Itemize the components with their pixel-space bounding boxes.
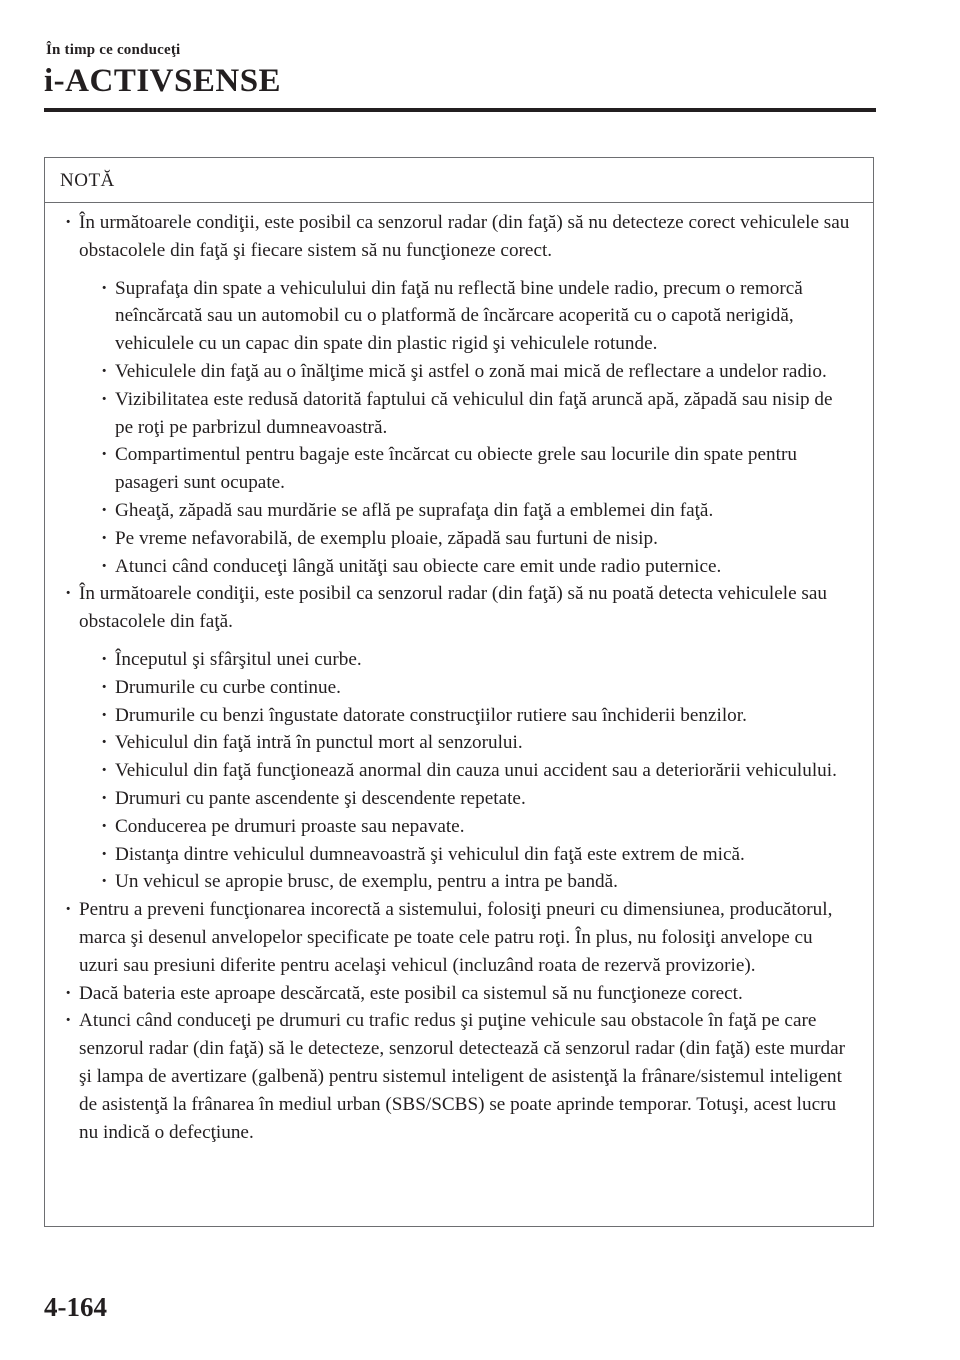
- chapter-title: i-ACTIVSENSE: [44, 63, 282, 99]
- note-item: [65, 896, 855, 979]
- note-subitem: · Suprafaţa din spate a vehiculului din faţă nu reflectă bine undele radio, precum o remorcă neîncărcată sau un automobil cu o platformă de încărcare acoperită cu o capotă nerigidă, vehiculele cu un capac din spate din plastic rigid şi vehiculele rotunde.: [101, 275, 855, 358]
- title-divider: [44, 108, 876, 112]
- note-item-text: Dacă bateria este aproape descărcată, este posibil ca sistemul să nu funcţioneze corect.: [79, 982, 743, 1004]
- note-list: [65, 209, 855, 1146]
- page-number: 4-164: [44, 1292, 107, 1322]
- note-item: [65, 1007, 855, 1146]
- note-item: [65, 580, 855, 896]
- note-heading: NOTĂ: [45, 158, 873, 203]
- note-subitem: · Vehiculul din faţă funcţionează anormal din cauza unui accident sau a deteriorării vehiculului.: [101, 757, 855, 785]
- note-box: [44, 157, 874, 1227]
- note-subitem: · Vizibilitatea este redusă datorită faptului că vehiculul din faţă aruncă apă, zăpadă sau nisip de pe roţi pe parbrizul dumneavoastră.: [101, 386, 855, 442]
- note-subitem: · Pe vreme nefavorabilă, de exemplu ploaie, zăpadă sau furtuni de nisip.: [101, 525, 855, 553]
- note-subitem: · Gheaţă, zăpadă sau murdărie se află pe suprafaţa din faţă a emblemei din faţă.: [101, 497, 855, 525]
- note-item-text: În următoarele condiţii, este posibil ca senzorul radar (din faţă) să nu poată detecta vehiculele sau obstacolele din faţă.: [79, 583, 827, 633]
- note-subitem: · Drumuri cu pante ascendente şi descendente repetate.: [101, 785, 855, 813]
- note-subitem: · Un vehicul se apropie brusc, de exemplu, pentru a intra pe bandă.: [101, 868, 855, 896]
- note-subitem: · Compartimentul pentru bagaje este încărcat cu obiecte grele sau locurile din spate pentru pasageri sunt ocupate.: [101, 441, 855, 497]
- note-subitem: · Atunci când conduceţi lângă unităţi sau obiecte care emit unde radio puternice.: [101, 553, 855, 581]
- note-body: [45, 203, 873, 1146]
- note-subitem: · Drumurile cu curbe continue.: [101, 674, 855, 702]
- note-subitem: · Începutul şi sfârşitul unei curbe.: [101, 646, 855, 674]
- section-label: În timp ce conduceţi: [46, 42, 181, 58]
- note-subitem: · Distanţa dintre vehiculul dumneavoastră şi vehiculul din faţă este extrem de mică.: [101, 841, 855, 869]
- note-item: [65, 980, 855, 1008]
- note-subitem: · Vehiculele din faţă au o înălţime mică şi astfel o zonă mai mică de reflectare a undelor radio.: [101, 358, 855, 386]
- note-sublist: [79, 646, 855, 896]
- note-item-text: Atunci când conduceţi pe drumuri cu trafic redus şi puţine vehicule sau obstacole în faţă pe care senzorul radar (din faţă) să le detecteze, senzorul detectează că senzorul radar (din faţă) este murdar şi lampa de avertizare (galbenă) pentru sistemul inteligent de asistenţă la frânare/sistemul inteligent de asistenţă la frânarea în mediul urban (SBS/SCBS) se poate aprinde temporar. Totuşi, acest lucru nu indică o defecţiune.: [79, 1010, 845, 1143]
- note-subitem: · Drumurile cu benzi îngustate datorate construcţiilor rutiere sau închiderii benzilor.: [101, 702, 855, 730]
- note-sublist: [79, 275, 855, 581]
- note-item-text: Pentru a preveni funcţionarea incorectă a sistemului, folosiţi pneuri cu dimensiunea, producătorul, marca şi desenul anvelopelor specificate pe toate cele patru roţi. În plus, nu folosiţi anvelope cu uzuri sau presiuni diferite pentru acelaşi vehicul (incluzând roata de rezervă provizorie).: [79, 899, 833, 976]
- note-subitem: · Conducerea pe drumuri proaste sau nepavate.: [101, 813, 855, 841]
- note-subitem: · Vehiculul din faţă intră în punctul mort al senzorului.: [101, 729, 855, 757]
- note-item: [65, 209, 855, 580]
- note-item-text: În următoarele condiţii, este posibil ca senzorul radar (din faţă) să nu detecteze corect vehiculele sau obstacolele din faţă şi fiecare sistem să nu funcţioneze corect.: [79, 212, 850, 261]
